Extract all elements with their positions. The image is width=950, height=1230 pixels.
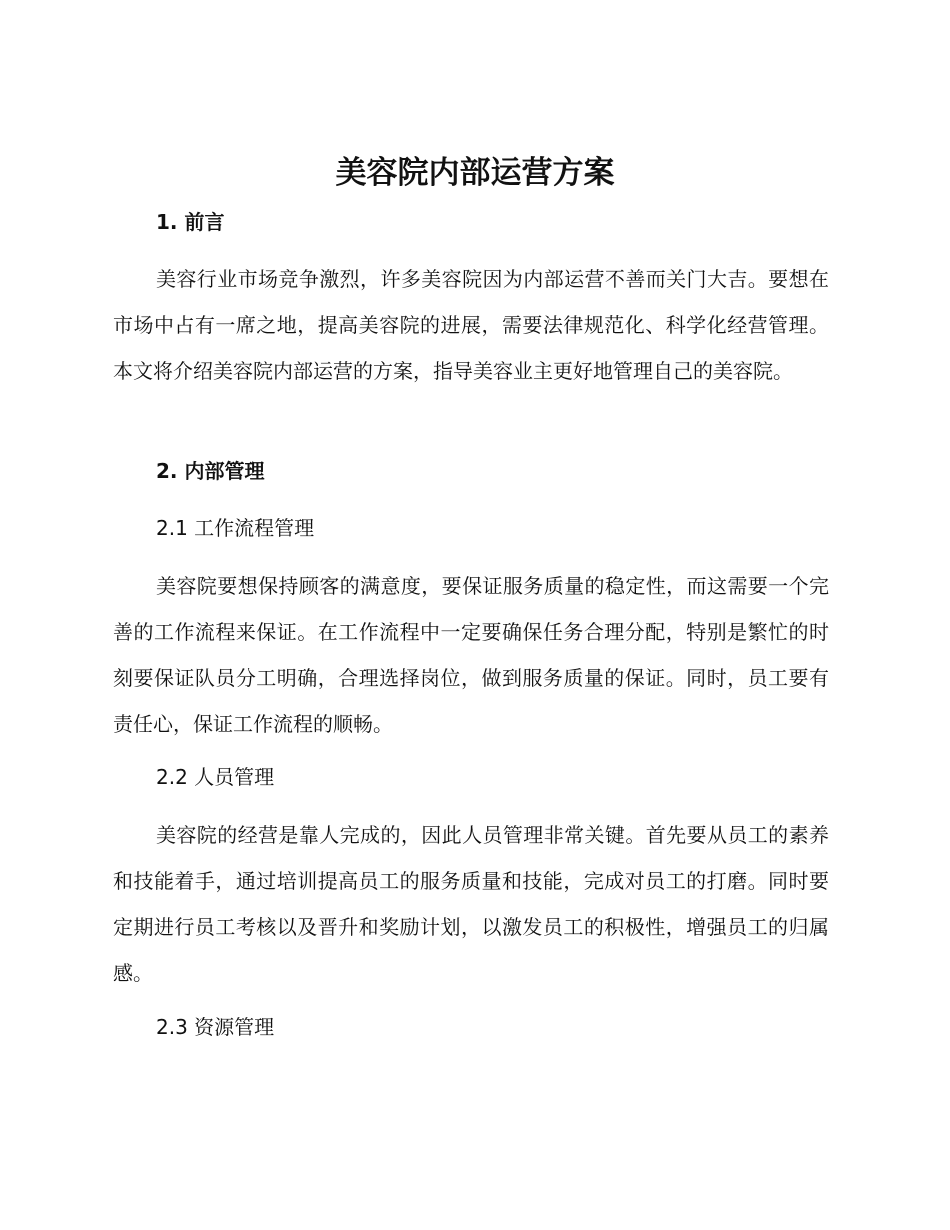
subsection-heading-resources: 2.3 资源管理 bbox=[156, 1015, 275, 1039]
paragraph-workflow: 美容院要想保持顾客的满意度，要保证服务质量的稳定性，而这需要一个完善的工作流程来保证。在工作流程中一定要确保任务合理分配，特别是繁忙的时刻要保证队员分工明确，合理选择岗位，做到服务质量的保证。同时，员工要有责任心，保证工作流程的顺畅。 bbox=[113, 574, 829, 736]
paragraph-personnel: 美容院的经营是靠人完成的，因此人员管理非常关键。首先要从员工的素养和技能着手，通过培训提高员工的服务质量和技能，完成对员工的打磨。同时要定期进行员工考核以及晋升和奖励计划，以激发员工的积极性，增强员工的归属感。 bbox=[113, 823, 829, 985]
subsection-heading-workflow: 2.1 工作流程管理 bbox=[156, 516, 315, 540]
document-title: 美容院内部运营方案 bbox=[335, 155, 615, 191]
paragraph-preface: 美容行业市场竞争激烈，许多美容院因为内部运营不善而关门大吉。要想在市场中占有一席之地，提高美容院的进展，需要法律规范化、科学化经营管理。本文将介绍美容院内部运营的方案，指导美容业主更好地管理自己的美容院。 bbox=[113, 267, 829, 383]
section-heading-preface: 1. 前言 bbox=[156, 210, 225, 234]
section-heading-internal-management: 2. 内部管理 bbox=[156, 459, 265, 483]
subsection-heading-personnel: 2.2 人员管理 bbox=[156, 765, 275, 789]
